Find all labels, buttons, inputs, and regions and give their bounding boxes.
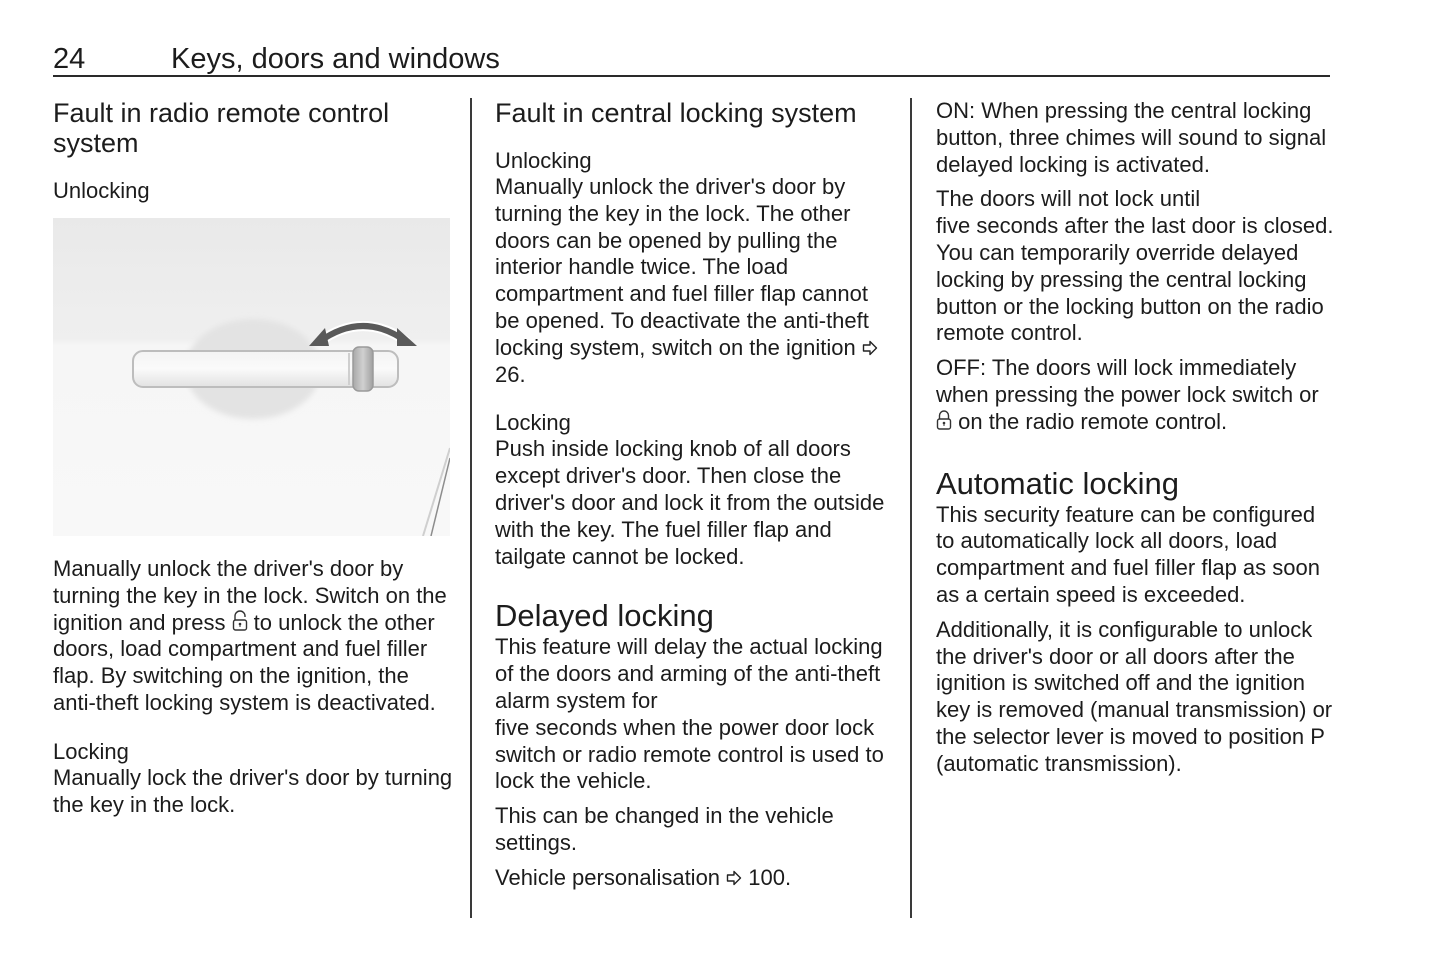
delayed-locking-text (495, 634, 895, 795)
unlocking-text (495, 174, 895, 388)
text-run: Vehicle personalisation (495, 864, 727, 890)
unlocking-heading: Unlocking (53, 178, 150, 203)
page-reference[interactable]: 100. (742, 864, 792, 890)
section-title-line: system (53, 128, 139, 158)
text-run: on the radio remote control. (952, 408, 1228, 434)
column-radio-remote-fault (53, 98, 453, 818)
unlocking-heading: Unlocking (495, 148, 592, 173)
locking-text: Push inside locking knob of all doors except driver's door. Then close the driver's door and lock it from the outside with the key. The fuel filler flap and tailgate cannot be locked. (495, 436, 885, 569)
section-title-central-locking-fault: Fault in central locking system (495, 98, 857, 128)
off-setting-text (936, 355, 1336, 435)
text-run: (automatic transmission). (936, 750, 1182, 776)
text-run: This feature will delay the actual locking of the doors and arming of the anti-theft alarm system for (495, 634, 883, 713)
text-run: Manually unlock the driver's door by turning the key in the lock. The other doors can be opened by pulling the interior handle twice. The load compartment and fuel filler flap cannot be opened. To deactivate the anti-theft locking system, switch on the ignition (495, 174, 869, 360)
locking-text: Manually lock the driver's door by turning the key in the lock. (53, 764, 453, 817)
column-divider (910, 98, 912, 918)
text-run: five seconds after the last door is closed. You can temporarily override delayed locking by pressing the central locking button or the locking button on the radio remote control. (936, 213, 1334, 346)
page-reference-arrow-icon (726, 870, 742, 886)
position-p-label: P (1310, 723, 1325, 749)
text-run: The doors will not lock until (936, 186, 1201, 212)
on-label: ON (936, 98, 969, 123)
locking-heading: Locking (53, 738, 129, 764)
automatic-unlocking-text (936, 617, 1336, 778)
column-delayed-and-automatic-locking (936, 98, 1336, 778)
text-run: to unlock the other doors, load compartment and fuel filler flap. By switching on the ignition, the anti-theft locking system is deactivated. (53, 609, 436, 715)
door-handle-illustration-icon (53, 218, 450, 536)
personalisation-reference (495, 865, 895, 892)
locking-heading: Locking (495, 410, 571, 436)
section-title-line: Fault in radio remote control (53, 98, 390, 128)
column-divider (470, 98, 472, 918)
on-setting-text (936, 98, 1336, 178)
lock-padlock-icon (936, 409, 952, 431)
page-reference[interactable]: 26. (495, 361, 526, 387)
text-run: Manually unlock the driver's door by turning the key in the lock. Switch on the ignition and press (53, 556, 447, 635)
automatic-locking-heading: Automatic locking (936, 465, 1179, 501)
unlock-padlock-icon (232, 610, 248, 632)
door-handle-figure (53, 218, 450, 536)
text-run: Additionally, it is configurable to unlock the driver's door or all doors after the ignition is switched off and the ignition key is removed (manual transmission) or the selector lever is moved to position (936, 616, 1333, 749)
doors-delay-text (936, 186, 1336, 347)
delayed-locking-heading: Delayed locking (495, 598, 714, 634)
text-run: : The doors will lock immediately when pressing the power lock switch or (936, 355, 1319, 407)
automatic-locking-text: This security feature can be configured to automatically lock all doors, load compartment and fuel filler flap as soon as a certain speed is exceeded. (936, 501, 1320, 607)
chapter-title: Keys, doors and windows (171, 43, 500, 75)
section-title-radio-remote-fault (53, 98, 453, 158)
unlocking-text (53, 556, 453, 717)
page-reference-arrow-icon (862, 340, 878, 356)
page-header (53, 40, 1330, 77)
text-run: : When pressing the central locking button, three chimes will sound to signal delayed locking is activated. (936, 98, 1327, 177)
settings-text: This can be changed in the vehicle settings. (495, 803, 834, 855)
off-label: OFF (936, 355, 980, 381)
column-central-locking-fault (495, 98, 895, 892)
page-number: 24 (53, 43, 86, 75)
text-run: five seconds when the power door lock switch or radio remote control is used to lock the vehicle. (495, 714, 884, 794)
